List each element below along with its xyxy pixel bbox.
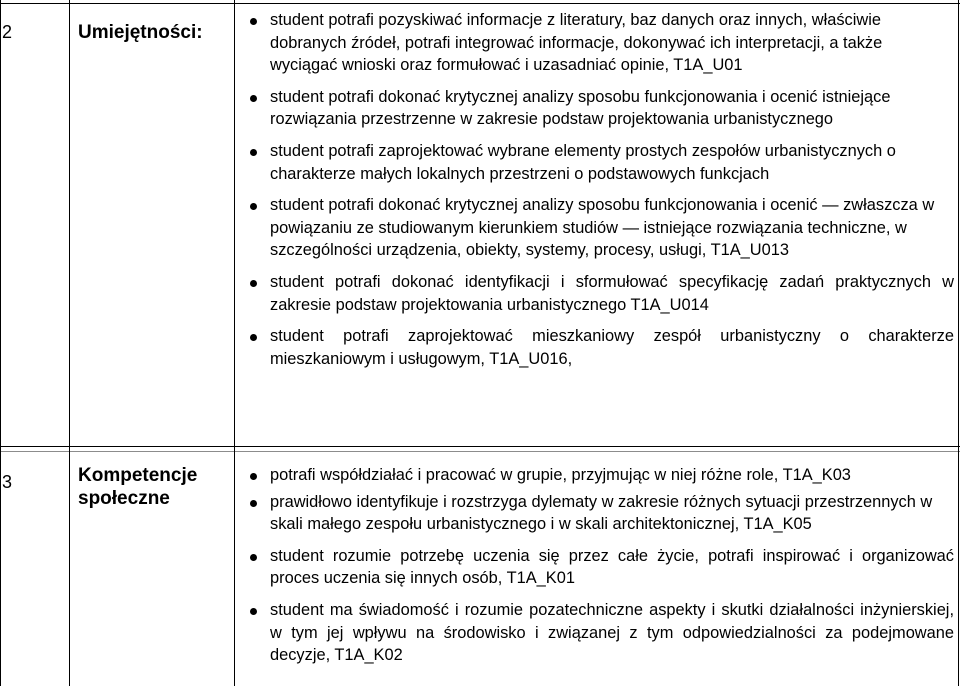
list-item: potrafi współdziałać i pracować w grupie, przyjmując w niej różne role, T1A_K03	[250, 464, 954, 487]
list-item: student potrafi dokonać krytycznej analizy sposobu funkcjonowania i ocenić istniejące rozwiązania przestrzenne w zakresie podstaw projektowania urbanistycznego	[250, 86, 954, 131]
row-number: 3	[2, 472, 13, 492]
social-competences-list	[250, 464, 954, 667]
bullet-icon	[250, 18, 257, 25]
bullet-icon	[250, 500, 257, 507]
row-label: Umiejętności:	[78, 22, 203, 43]
list-item: student rozumie potrzebę uczenia się przez całe życie, potrafi inspirować i organizować proces uczenia się innych osób, T1A_K01	[250, 545, 954, 590]
bullet-icon	[250, 334, 257, 341]
bullet-icon	[250, 95, 257, 102]
table-row-social-competences	[0, 446, 960, 686]
list-item: student potrafi dokonać identyfikacji i sformułować specyfikację zadań praktycznych w zakresie podstaw projektowania urbanistycznego T1A_U014	[250, 271, 954, 316]
row-number: 2	[2, 22, 13, 42]
list-item: student ma świadomość i rozumie pozatechniczne aspekty i skutki działalności inżynierskiej, w tym jej wpływu na środowisko i związanej z tym odpowiedzialności za podejmowane decyzje, T1A_K02	[250, 599, 954, 667]
bullet-icon	[250, 149, 257, 156]
list-item: student potrafi pozyskiwać informacje z literatury, baz danych oraz innych, właściwie dobranych źródeł, potrafi integrować informacje, dokonywać ich interpretacji, a także wyciągać wnioski oraz formułować i uzasadniać opinie, T1A_U01	[250, 9, 954, 77]
bullet-icon	[250, 554, 257, 561]
list-item: student potrafi zaprojektować wybrane elementy prostych zespołów urbanistycznych o charakterze małych lokalnych przestrzeni o podstawowych funkcjach	[250, 140, 954, 185]
row-label: Kompetencje społeczne	[78, 465, 198, 509]
bullet-icon	[250, 473, 257, 480]
bullet-icon	[250, 280, 257, 287]
skills-list	[250, 9, 954, 370]
list-item: student potrafi dokonać krytycznej analizy sposobu funkcjonowania i ocenić — zwłaszcza w powiązaniu ze studiowanym kierunkiem studiów — istniejące rozwiązania techniczne, w szczególności urządzenia, obiekty, systemy, procesy, usługi, T1A_U013	[250, 194, 954, 262]
list-item: student potrafi zaprojektować mieszkaniowy zespół urbanistyczny o charakterze mieszkaniowym i usługowym, T1A_U016,	[250, 325, 954, 370]
bullet-icon	[250, 203, 257, 210]
bullet-icon	[250, 608, 257, 615]
list-item: prawidłowo identyfikuje i rozstrzyga dylematy w zakresie różnych sytuacji przestrzennych w skali małego zespołu urbanistycznego i w skali architektonicznej, T1A_K05	[250, 491, 954, 536]
